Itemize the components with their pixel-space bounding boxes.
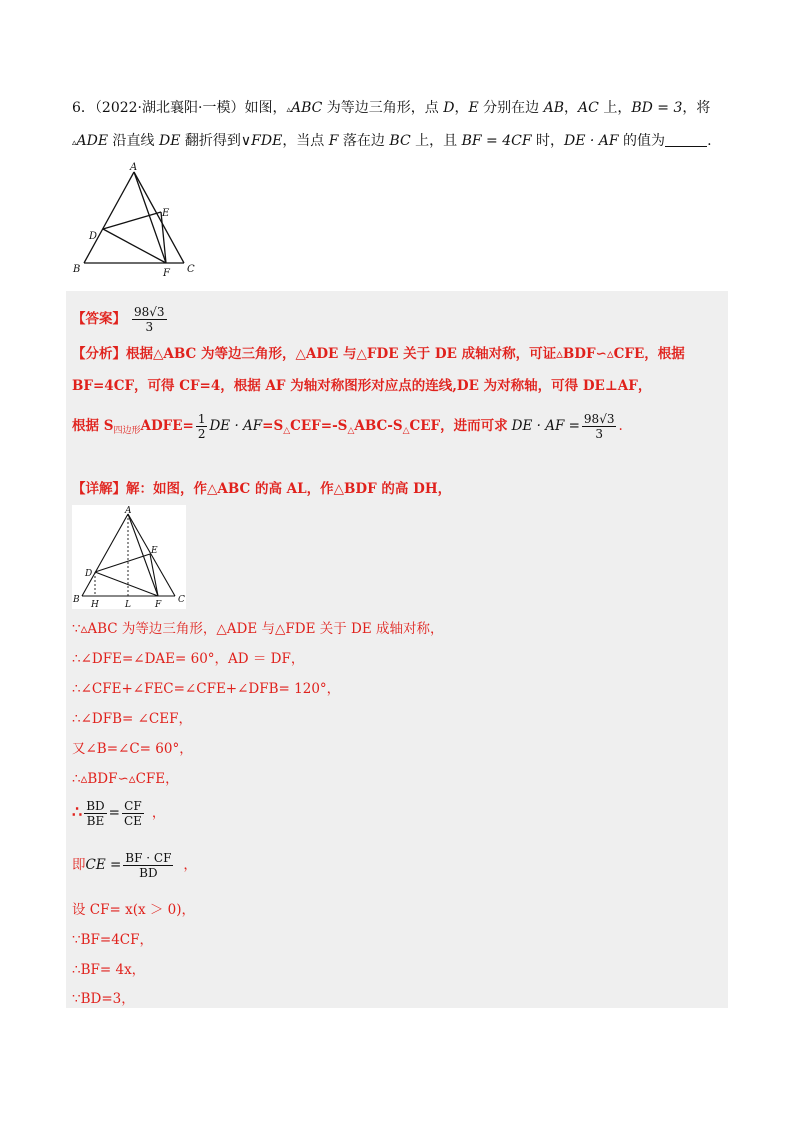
analysis-line-3 bbox=[72, 412, 623, 441]
math-de-af: DE · AF bbox=[563, 133, 619, 149]
text: 上， bbox=[598, 100, 632, 116]
answer-denominator: 3 bbox=[145, 320, 154, 334]
detail-step-2: ∴∠DFE=∠DAE= 60°，AD ＝ DF， bbox=[72, 651, 305, 667]
triangle-icon: ▵ bbox=[286, 105, 291, 115]
detail-step-9: 设 CF= x(x ＞ 0)， bbox=[72, 902, 196, 918]
text: 为等边三角形，点 bbox=[322, 100, 444, 116]
text: ADFE= bbox=[140, 418, 194, 434]
math-de-af: DE · AF bbox=[209, 418, 263, 434]
label-f: F bbox=[155, 600, 162, 609]
question-number: 6． bbox=[72, 100, 95, 116]
figure-background bbox=[72, 505, 186, 609]
detail-step-11: ∴BF= 4x， bbox=[72, 962, 146, 978]
math-f: F bbox=[328, 133, 339, 149]
text: ，将 bbox=[682, 100, 711, 116]
detail-tag: 【详解】 bbox=[72, 481, 126, 497]
text: ， bbox=[151, 805, 166, 821]
ratio-bd-be bbox=[84, 799, 106, 828]
text: . bbox=[618, 418, 623, 434]
figure-triangle-1 bbox=[70, 160, 210, 280]
analysis-line-2: BF=4CF，可得 CF=4，根据 AF 为轴对称图形对应点的连线,DE 为对称轴，可得 DE⊥AF， bbox=[72, 378, 652, 394]
text: CEF=-S bbox=[290, 418, 348, 434]
edge-de bbox=[103, 212, 161, 229]
label-a: A bbox=[130, 162, 138, 173]
label-l: L bbox=[125, 600, 131, 609]
label-c: C bbox=[178, 595, 185, 605]
answer-blank bbox=[665, 132, 707, 147]
analysis-tag: 【分析】 bbox=[72, 346, 126, 362]
text: △ bbox=[347, 426, 355, 436]
text: ， bbox=[564, 100, 579, 116]
text: 上，且 bbox=[410, 133, 462, 149]
numerator: 1 bbox=[197, 412, 206, 426]
numerator: 98√3 bbox=[583, 412, 615, 426]
question-source: （2022·湖北襄阳·一模） bbox=[94, 100, 245, 116]
equals: = bbox=[108, 805, 120, 821]
label-b: B bbox=[73, 264, 81, 275]
math-d: D bbox=[443, 100, 455, 116]
question-line-1 bbox=[72, 98, 710, 120]
text: 如图， bbox=[244, 100, 287, 116]
denominator: CE bbox=[123, 814, 142, 828]
edge-df bbox=[103, 229, 166, 263]
label-b: B bbox=[73, 595, 80, 605]
answer-fraction bbox=[132, 305, 167, 334]
numerator: BF · CF bbox=[125, 851, 172, 865]
detail-step-8 bbox=[72, 851, 197, 880]
text: 翻折得到 bbox=[180, 133, 241, 149]
math-de-af-eq: DE · AF = bbox=[511, 418, 580, 434]
detail-step-4: ∴∠DFB= ∠CEF， bbox=[72, 711, 192, 727]
detail-step-1: ∵▵ABC 为等边三角形，△ADE 与△FDE 关于 DE 成轴对称， bbox=[72, 621, 444, 637]
answer-numerator: 98√3 bbox=[134, 305, 165, 319]
math-fde: ∨FDE bbox=[240, 133, 283, 149]
text: 时， bbox=[531, 133, 564, 149]
text: =S bbox=[262, 418, 284, 434]
text: 即 bbox=[72, 857, 86, 873]
label-c: C bbox=[187, 264, 195, 275]
math-bd: BD = 3 bbox=[631, 100, 683, 116]
ratio-cf-ce bbox=[122, 799, 144, 828]
answer-tag: 【答案】 bbox=[72, 311, 126, 327]
question-line-2 bbox=[72, 131, 712, 153]
detail-step-3: ∴∠CFE+∠FEC=∠CFE+∠DFB= 120°， bbox=[72, 681, 341, 697]
figure-triangle-2 bbox=[72, 505, 186, 609]
denominator: 3 bbox=[595, 427, 604, 441]
math-ce: CE = bbox=[85, 857, 122, 873]
label-a: A bbox=[125, 506, 132, 516]
denominator: BE bbox=[86, 814, 105, 828]
text: 落在边 bbox=[338, 133, 390, 149]
text: ，当点 bbox=[282, 133, 329, 149]
math-abc: ABC bbox=[290, 100, 323, 116]
detail-step-10: ∵BF=4CF， bbox=[72, 932, 153, 948]
text: △ bbox=[402, 426, 410, 436]
result-fraction bbox=[582, 412, 617, 441]
numerator: BD bbox=[86, 799, 105, 813]
text: 分别在边 bbox=[478, 100, 544, 116]
answer-line bbox=[72, 305, 169, 334]
label-h: H bbox=[91, 600, 99, 609]
label-d: D bbox=[89, 231, 98, 242]
detail-step-5: 又∠B=∠C= 60°， bbox=[72, 741, 193, 757]
math-bf: BF = 4CF bbox=[461, 133, 532, 149]
math-e: E bbox=[468, 100, 479, 116]
text: CEF，进而可求 bbox=[409, 418, 508, 434]
text: 四边形 bbox=[113, 426, 141, 436]
text: ， bbox=[183, 857, 197, 873]
math-ac: AC bbox=[578, 100, 599, 116]
math-ade: ADE bbox=[76, 133, 109, 149]
math-bc: BC bbox=[389, 133, 411, 149]
text: ， bbox=[454, 100, 469, 116]
fraction-bf-cf-bd bbox=[123, 851, 173, 880]
detail-step-7 bbox=[72, 799, 165, 828]
edge-ab bbox=[84, 172, 134, 263]
analysis-text-1: 根据△ABC 为等边三角形，△ADE 与△FDE 关于 DE 成轴对称，可证▵BDF∽▵CFE，根据 bbox=[126, 346, 685, 362]
detail-intro-line bbox=[72, 480, 451, 498]
triangle-icon: ▵ bbox=[72, 138, 77, 148]
label-e: E bbox=[151, 546, 158, 556]
label-f: F bbox=[163, 268, 170, 279]
detail-step-12: ∵BD=3， bbox=[72, 991, 135, 1007]
numerator: CF bbox=[124, 799, 142, 813]
text: 根据 S bbox=[72, 418, 114, 434]
denominator: BD bbox=[139, 866, 158, 880]
detail-step-6: ∴▵BDF∽▵CFE， bbox=[72, 771, 179, 787]
label-e: E bbox=[162, 208, 170, 219]
text: △ bbox=[283, 426, 291, 436]
denominator: 2 bbox=[197, 427, 206, 441]
text: 沿直线 bbox=[108, 133, 159, 149]
math-de: DE bbox=[159, 133, 181, 149]
text: . bbox=[707, 133, 712, 149]
analysis-line-1 bbox=[72, 345, 685, 363]
text: 的值为 bbox=[618, 133, 666, 149]
text: ABC-S bbox=[354, 418, 403, 434]
detail-intro: 解：如图，作△ABC 的高 AL，作△BDF 的高 DH， bbox=[126, 481, 452, 497]
half-fraction bbox=[196, 412, 208, 441]
label-d: D bbox=[85, 569, 93, 579]
math-ab: AB bbox=[543, 100, 565, 116]
therefore-symbol: ∴ bbox=[72, 802, 83, 821]
